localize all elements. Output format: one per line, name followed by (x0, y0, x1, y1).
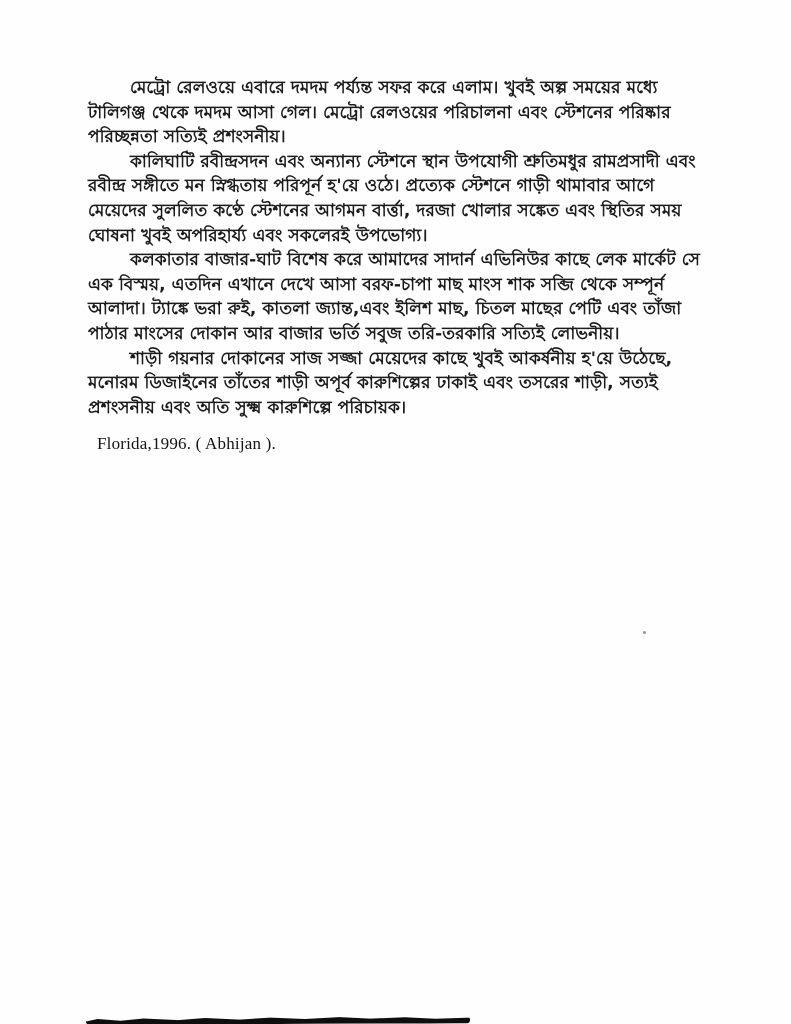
attribution-line: Florida,1996. ( Abhijan ). (97, 434, 276, 453)
text-line: মেট্রো রেলওয়ে এবারে দমদম পর্য্যন্ত সফর করে এলাম। খুবই অল্প সময়ের মধ্যে (130, 78, 658, 98)
body-text (88, 76, 708, 420)
text-line: শাড়ী গয়নার দোকানের সাজ সজ্জা মেয়েদের কাছে খুবই আকর্ষনীয় হ'য়ে উঠেছে, (130, 348, 673, 369)
text-line: পাঠার মাংসের দোকান আর বাজার ভর্তি সবুজ তরি-তরকারি সত্যিই লোভনীয়। (88, 323, 620, 344)
scan-artifact-streak (86, 1016, 470, 1024)
text-line: রবীন্দ্র সঙ্গীতে মন স্নিগ্ধতায় পরিপূর্ন হ'য়ে ওঠে। প্রত্যেক স্টেশনে গাড়ী থামাবার আগে (88, 176, 655, 197)
paragraph-saree-shops (88, 347, 708, 421)
text-line: মনোরম ডিজাইনের তাঁতের শাড়ী অপূর্ব কারুশিল্পের ঢাকাই এবং তসরের শাড়ী, সত্যই (88, 373, 658, 394)
paragraph-metro-railway (88, 76, 708, 150)
paragraph-station-music (88, 150, 708, 248)
text-line: কলকাতার বাজার-ঘাট বিশেষ করে আমাদের সাদার্ন এভিনিউর কাছে লেক মার্কেট সে (130, 250, 700, 271)
text-line: পরিচ্ছন্নতা সত্যিই প্রশংসনীয়। (88, 127, 286, 148)
text-line: এক বিস্ময়, এতদিন এখানে দেখে আসা বরফ-চাপা মাছ মাংস শাক সব্জি থেকে সম্পূর্ন (88, 274, 665, 295)
text-line: কালিঘাটি রবীন্দ্রসদন এবং অন্যান্য স্টেশনে স্থান উপযোগী শ্রুতিমধুর রামপ্রসাদী এবং (130, 151, 696, 172)
text-line: টালিগঞ্জ থেকে দমদম আসা গেল। মেট্রো রেলওয়ের পরিচালনা এবং স্টেশনের পরিষ্কার (88, 102, 671, 123)
scan-artifact-speck (643, 631, 646, 634)
text-line: প্রশংসনীয় এবং অতি সুক্ষ্ম কারুশিল্পে পরিচায়ক। (88, 397, 407, 418)
text-line: মেয়েদের সুললিত কণ্ঠে স্টেশনের আগমন বার্ত্তা, দরজা খোলার সঙ্কেত এবং স্থিতির সময় (88, 200, 682, 221)
paragraph-market (88, 248, 708, 346)
text-line: ঘোষনা খুবই অপরিহার্য্য এবং সকলেরই উপভোগ্য। (88, 225, 428, 246)
text-line: আলাদা। ট্যাঙ্কে ভরা রুই, কাতলা জ্যান্ত,এবং ইলিশ মাছ, চিতল মাছের পেটি এবং তাঁজা (88, 299, 682, 320)
